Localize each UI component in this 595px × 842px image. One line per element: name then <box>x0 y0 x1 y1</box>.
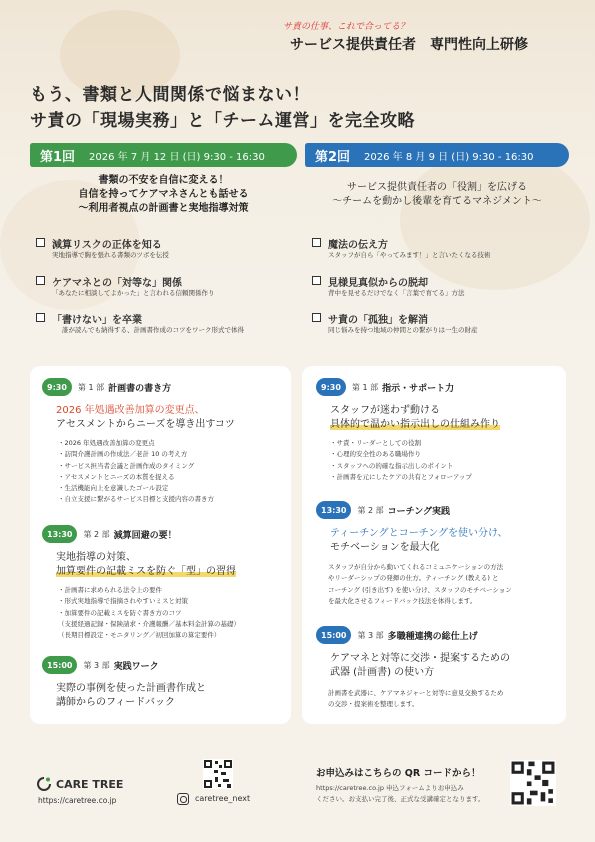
checkbox-icon <box>36 238 45 247</box>
topic-subtitle: 実地指導で胸を張れる書類のツボを伝授 <box>52 251 169 259</box>
block-lead: ケアマネと対等に交渉・提案するための <box>330 653 510 664</box>
part-label: 第 2 部 <box>357 505 384 515</box>
instagram-icon[interactable] <box>177 793 189 805</box>
session2-desc-line: 〜チームを動かし後輩を育てるマネジメント〜 <box>332 196 542 207</box>
part-title: 実践ワーク <box>113 661 159 672</box>
session1-description <box>30 174 297 216</box>
session1-date: 2026 年 7 月 12 日 (日) 9:30 - 16:30 <box>89 151 265 163</box>
bullet-item: ・2026 年処遇改善加算の変更点 <box>58 439 155 447</box>
part-title: 多職種連携の総仕上げ <box>387 631 478 642</box>
bullet-item: ・計画書を元にしたケアの共有とフォローアップ <box>330 472 472 481</box>
session2-desc-line: サービス提供責任者の「役割」を広げる <box>347 182 527 193</box>
block-lead: 武器 (計画書) の使い方 <box>330 667 435 678</box>
session2-description <box>305 181 569 209</box>
paragraph-line: の交渉・提案術を整理します。 <box>328 700 419 709</box>
part-label: 第 3 部 <box>357 630 384 640</box>
checkbox-icon <box>36 276 45 285</box>
topic-subtitle: 「あなたに相談してよかった」と言われる信頼関係作り <box>52 289 215 297</box>
topic-title: 「書けない」を卒業 <box>52 315 142 326</box>
highlighted-lead: 加算要件の記載ミスを防ぐ「型」の習得 <box>56 566 236 577</box>
checkbox-icon <box>312 313 321 322</box>
program-block-header <box>42 525 177 543</box>
block-lead: ティーチングとコーチングを使い分け、 <box>330 528 508 539</box>
bullet-item: ・サービス担当者会議と計画作成のタイミング <box>58 461 195 470</box>
topic-title: 見様見真似からの脱却 <box>328 278 428 289</box>
bullet-item: ・サ責・リーダーとしての役割 <box>330 439 421 447</box>
topic-title: ケアマネとの「対等な」関係 <box>52 278 182 289</box>
topic-title: サ責の「孤独」を解消 <box>328 315 428 326</box>
brand-logo-text: CARE TREE <box>56 778 124 791</box>
part-title: 計画書の書き方 <box>108 383 172 394</box>
block-lead: 2026 年処遇改善加算の変更点、 <box>56 405 205 416</box>
apply-note-line: ください。お支払い完了後、正式な受講確定となります。 <box>316 795 485 803</box>
time-badge: 13:30 <box>42 525 77 543</box>
bullet-item: ・心理的安全性のある職場作り <box>330 450 421 459</box>
program-block-header <box>316 626 478 644</box>
session1-number: 第1回 <box>40 149 76 165</box>
program-card-session2 <box>302 366 566 724</box>
session2-date: 2026 年 8 月 9 日 (日) 9:30 - 16:30 <box>364 151 534 163</box>
bullet-item: ・訪問介護計画の作成法／老計 10 の考え方 <box>58 450 188 459</box>
program-block-header <box>42 656 159 674</box>
block-lead: スタッフが迷わず動ける <box>330 405 440 416</box>
paragraph-line: スタッフが自分から動いてくれるコミュニケーションの方法 <box>328 563 504 571</box>
topic-title: 減算リスクの正体を知る <box>52 240 162 251</box>
topic-subtitle: スタッフが自ら「やってみます！」と言いたくなる技術 <box>328 251 491 259</box>
time-badge: 13:30 <box>316 501 351 519</box>
apply-note-line: https://caretree.co.jp 申込フォームよりお申込み <box>316 784 464 792</box>
bullet-item: ・スタッフへの的確な指示出しのポイント <box>330 461 454 470</box>
time-badge: 9:30 <box>316 378 346 396</box>
block-bullets <box>330 438 472 483</box>
application-qr-code-icon[interactable] <box>510 760 556 806</box>
bullet-item: （支援経過記録・保険請求・介護報酬／基本料金計算の基礎） <box>58 619 240 628</box>
session2-header <box>305 143 569 167</box>
paragraph-line: を最大化させるフィードバック技法を体得します。 <box>328 596 477 605</box>
part-label: 第 1 部 <box>77 382 105 392</box>
apply-note <box>316 783 484 805</box>
block-bullets <box>58 438 214 506</box>
topic-subtitle: 背中を見せるだけでなく「言葉で育てる」方法 <box>328 289 465 297</box>
program-block-header <box>316 501 450 519</box>
part-label: 第 3 部 <box>83 660 110 670</box>
program-block-header <box>316 378 454 396</box>
session1-header <box>30 143 297 167</box>
block-lead: 講師からのフィードバック <box>56 697 175 708</box>
session1-desc-line: 〜利用者視点の計画書と実地指導対策 <box>78 203 249 214</box>
headline-line2: サ責の「現場実務」と「チーム運営」を完全攻略 <box>30 111 415 131</box>
block-lead: 実際の事例を使った計画書作成と <box>56 683 206 694</box>
checkbox-icon <box>312 276 321 285</box>
care-tree-logo-icon <box>36 776 52 792</box>
program-card-session1 <box>30 366 291 724</box>
part-title: 減算回避の要！ <box>113 530 177 541</box>
session1-desc-line: 自信を持ってケアマネさんとも話せる <box>78 189 249 200</box>
bullet-item: ・生活機能向上を意識したゴール設定 <box>58 484 169 493</box>
topic-title: 魔法の伝え方 <box>328 240 388 251</box>
part-title: 指示・サポート力 <box>382 383 455 394</box>
bullet-item: ・形式実地指導で指摘されやすいミスと対策 <box>58 597 188 606</box>
headline-line1: もう、書類と人間関係で悩まない！ <box>30 85 310 105</box>
part-label: 第 2 部 <box>83 529 110 539</box>
time-badge: 15:00 <box>42 656 77 674</box>
bullet-item: ・計画書に求められる法令上の要件 <box>58 586 162 594</box>
block-lead <box>56 565 236 579</box>
block-lead: 実地指導の対策、 <box>56 552 136 563</box>
apply-title: お申込みはこちらの QR コードから！ <box>316 768 481 779</box>
block-lead: アセスメントからニーズを導き出すコツ <box>56 419 235 430</box>
time-badge: 9:30 <box>42 378 72 396</box>
part-title: コーチング実践 <box>387 506 451 517</box>
part-label: 第 1 部 <box>351 382 379 392</box>
block-lead <box>330 418 500 432</box>
instagram-handle[interactable]: caretree_next <box>195 794 251 803</box>
block-bullets <box>58 585 240 641</box>
website-url[interactable]: https://caretree.co.jp <box>38 796 117 805</box>
block-lead: モチベーションを最大化 <box>330 542 440 553</box>
block-paragraph <box>328 562 512 607</box>
paragraph-line: 計画書を武器に、ケアマネジャーと対等に意見交換するため <box>328 689 504 697</box>
highlighted-lead: 具体的で温かい指示出しの仕組み作り <box>330 419 500 430</box>
checkbox-icon <box>36 313 45 322</box>
bullet-item: ・自立支援に繋がるサービス目標と支援内容の書き方 <box>58 495 214 504</box>
qr-code-icon[interactable] <box>203 759 233 789</box>
topic-subtitle: 誰が読んでも納得する、計画書作成のコツをワーク形式で体得 <box>62 326 244 334</box>
paragraph-line: やリーダーシップの発揮の仕方。ティーチング (教える) と <box>328 574 499 583</box>
bullet-item: ・アセスメントとニーズの本質を捉える <box>58 472 175 481</box>
tagline: サ責の仕事、これで合ってる？ <box>283 22 410 32</box>
session2-number: 第2回 <box>315 149 351 165</box>
bullet-item: （長期目標設定・モニタリング／初回加算の算定要件） <box>58 631 221 640</box>
session1-desc-line: 書類の不安を自信に変える！ <box>98 175 229 186</box>
paragraph-line: コーチング (引き出す) を使い分け、スタッフのモチベーション <box>328 585 512 594</box>
bullet-item: ・加算要件の記載ミスを防ぐ書き方のコツ <box>58 608 182 617</box>
program-block-header <box>42 378 171 396</box>
time-badge: 15:00 <box>316 626 351 644</box>
training-title: サービス提供責任者 専門性向上研修 <box>290 37 528 53</box>
block-paragraph <box>328 688 503 711</box>
topic-subtitle: 同じ悩みを持つ地域の仲間との繋がりは一生の財産 <box>328 326 478 334</box>
checkbox-icon <box>312 238 321 247</box>
